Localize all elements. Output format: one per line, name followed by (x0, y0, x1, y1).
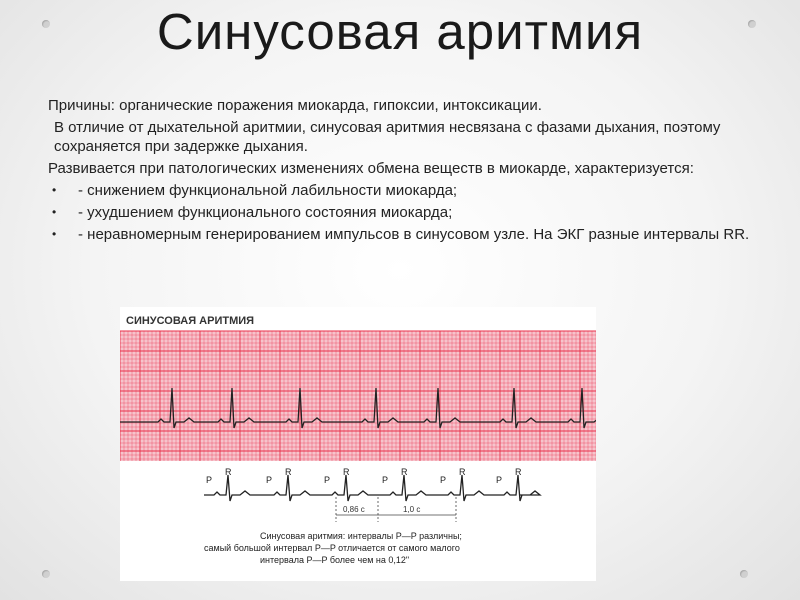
r-wave-label: R (285, 467, 292, 477)
list-item (48, 181, 758, 200)
p-wave-label: P (324, 475, 331, 485)
interval-1-label: 0,86 с (343, 505, 365, 514)
list-item-text: - снижением функциональной лабильности миокарда; (78, 182, 458, 199)
ecg-strip-label: СИНУСОВАЯ АРИТМИЯ (126, 315, 255, 327)
r-wave-label: R (459, 467, 466, 477)
r-wave-label: R (225, 467, 232, 477)
corner-dot-bottom-right (740, 570, 748, 578)
characteristics-list (48, 181, 758, 244)
p-wave-label: P (440, 475, 447, 485)
bullet-icon: • (52, 227, 57, 241)
r-wave-label: R (343, 467, 350, 477)
development-paragraph: Развивается при патологических изменениях обмена веществ в миокарде, характеризуется: (48, 160, 694, 177)
difference-paragraph: В отличие от дыхательной аритмии, синусовая аритмия несвязана с фазами дыхания, поэтому сохраняется при задержке дыхания. (54, 119, 721, 155)
corner-dot-bottom-left (42, 570, 50, 578)
bullet-icon: • (52, 183, 57, 197)
r-wave-label: R (401, 467, 408, 477)
caption-line-3: интервала P—P более чем на 0,12" (260, 555, 410, 565)
slide-title: Синусовая аритмия (156, 3, 644, 60)
list-item-text: - ухудшением функционального состояния миокарда; (78, 204, 453, 221)
slide-body (48, 96, 758, 247)
caption-line-1: Синусовая аритмия: интервалы P—P различны; (260, 531, 462, 541)
ecg-trace-schematic (204, 475, 540, 501)
causes-paragraph: Причины: органические поражения миокарда, гипоксии, интоксикации. (48, 97, 542, 114)
r-wave-label: R (515, 467, 522, 477)
list-item-text: - неравномерным генерированием импульсов в синусовом узле. На ЭКГ разные интервалы RR. (78, 226, 750, 243)
interval-2-label: 1,0 с (403, 505, 421, 514)
ecg-illustration (120, 307, 596, 581)
p-wave-label: P (496, 475, 503, 485)
p-wave-label: P (266, 475, 273, 485)
bullet-icon: • (52, 205, 57, 219)
p-wave-label: P (382, 475, 389, 485)
caption-line-2: самый большой интервал P—P отличается от самого малого (204, 543, 460, 553)
ecg-grid-background (120, 331, 596, 461)
ecg-figure (120, 307, 596, 581)
list-item (48, 225, 758, 244)
wave-labels (206, 467, 522, 485)
list-item (48, 203, 758, 222)
p-wave-label: P (206, 475, 213, 485)
